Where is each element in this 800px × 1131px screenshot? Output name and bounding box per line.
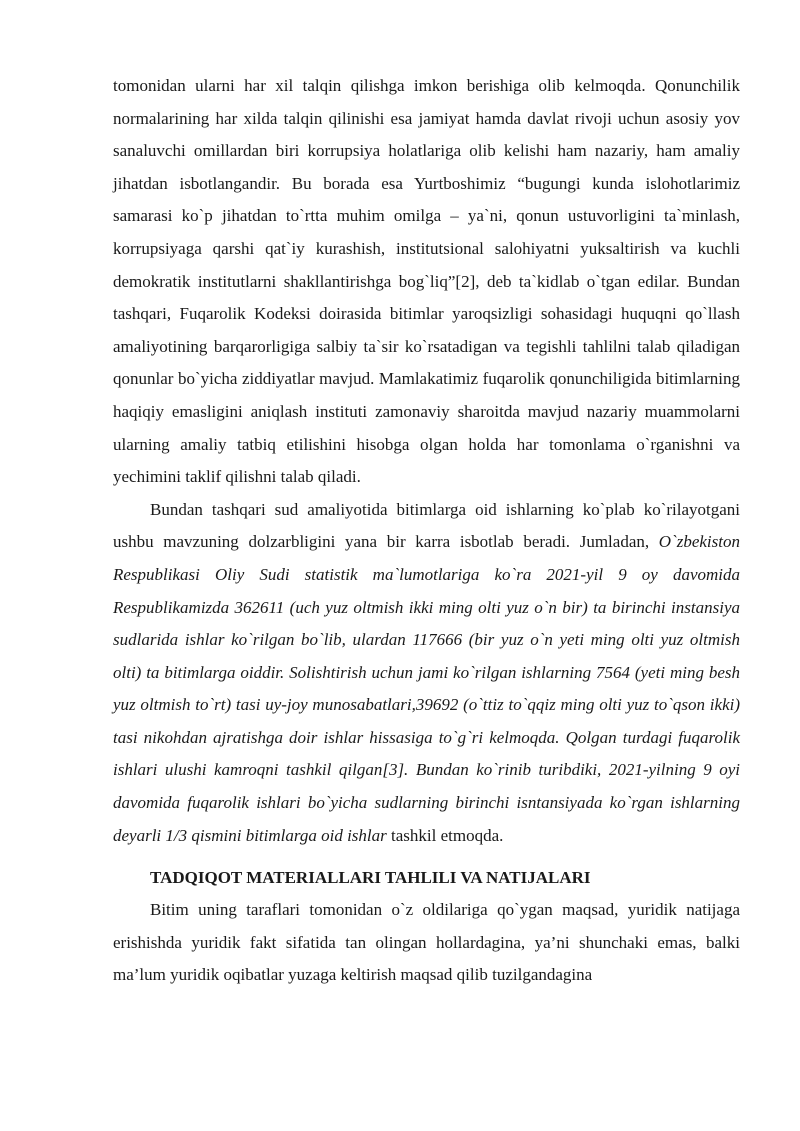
paragraph-2-lead: Bundan tashqari sud amaliyotida bitimlarga oid ishlarning ko`plab ko`rilayotgani ushbu mavzuning dolzarbligini yana bir karra isbotlab beradi. Jumladan,	[113, 499, 740, 552]
body-paragraph-2	[113, 494, 740, 853]
body-paragraph-3: Bitim uning taraflari tomonidan o`z oldilariga qo`ygan maqsad, yuridik natijaga erishishda yuridik fakt sifatida tan olingan hollardagina, ya’ni shunchaki emas, balki ma’lum yuridik oqibatlar yuzaga keltirish maqsad qilib tuzilgandagina	[113, 900, 740, 985]
body-paragraph-1: tomonidan ularni har xil talqin qilishga imkon berishiga olib kelmoqda. Qonunchilik normalarining har xilda talqin qilinishi esa jamiyat hamda davlat rivoji uchun asosiy yov sanaluvchi omillardan biri korrupsiya holatlariga olib kelishi ham nazariy, ham amaliy jihatdan isbotlangandir. Bu borada esa Yurtboshimiz “bugungi kunda islohotlarimiz samarasi ko`p jihatdan to`rtta muhim omilga – ya`ni, qonun ustuvorligini ta`minlash, korrupsiyaga qarshi qat`iy kurashish, institutsional salohiyatni yuksaltirish va kuchli demokratik institutlarni shakllantirishga bog`liq”[2], deb ta`kidlab o`tgan edilar. Bundan tashqari, Fuqarolik Kodeksi doirasida bitimlar yaroqsizligi sohasidagi huquqni qo`llash amaliyotining barqarorligiga salbiy ta`sir ko`rsatadigan va tegishli tahlilni talab qiladigan qonunlar bo`yicha ziddiyatlar mavjud. Mamlakatimiz fuqarolik qonunchiligida bitimlarning haqiqiy emasligini aniqlash instituti zamonaviy sharoitda mavjud nazariy muammolarni ularning amaliy tatbiq etilishini hisobga olgan holda har tomonlama o`rganishni va yechimini taklif qilishni talab qiladi.	[113, 76, 740, 487]
paragraph-2-italic-statistics: O`zbekiston Respublikasi Oliy Sudi statistik ma`lumotlariga ko`ra 2021-yil 9 oy davomida Respublikamizda 362611 (uch yuz oltmish ikki ming olti yuz o`n bir) ta birinchi instansiya sudlarida ishlar ko`rilgan bo`lib, ulardan 117666 (bir yuz o`n yeti ming olti yuz oltmish olti) ta bitimlarga oiddir. Solishtirish uchun jami ko`rilgan ishlarning 7564 (yeti ming besh yuz oltmish to`rt) tasi uy-joy munosabatlari,39692 (o`ttiz to`qqiz ming olti yuz to`qson ikki) tasi nikohdan ajratishga doir ishlar hissasiga to`g`ri kelmoqda. Qolgan turdagi fuqarolik ishlari ulushi kamroqni tashkil qilgan[3]. Bundan ko`rinib turibdiki, 2021-yilning 9 oyi davomida fuqarolik ishlari bo`yicha sudlarning birinchi isntansiyada ko`rgan ishlarning deyarli 1/3 qismini bitimlarga oid ishlar	[113, 532, 740, 845]
paragraph-2-tail: tashkil etmoqda.	[386, 825, 504, 845]
section-heading: TADQIQOT MATERIALLARI TAHLILI VA NATIJALARI	[150, 868, 591, 888]
document-page	[113, 70, 740, 992]
